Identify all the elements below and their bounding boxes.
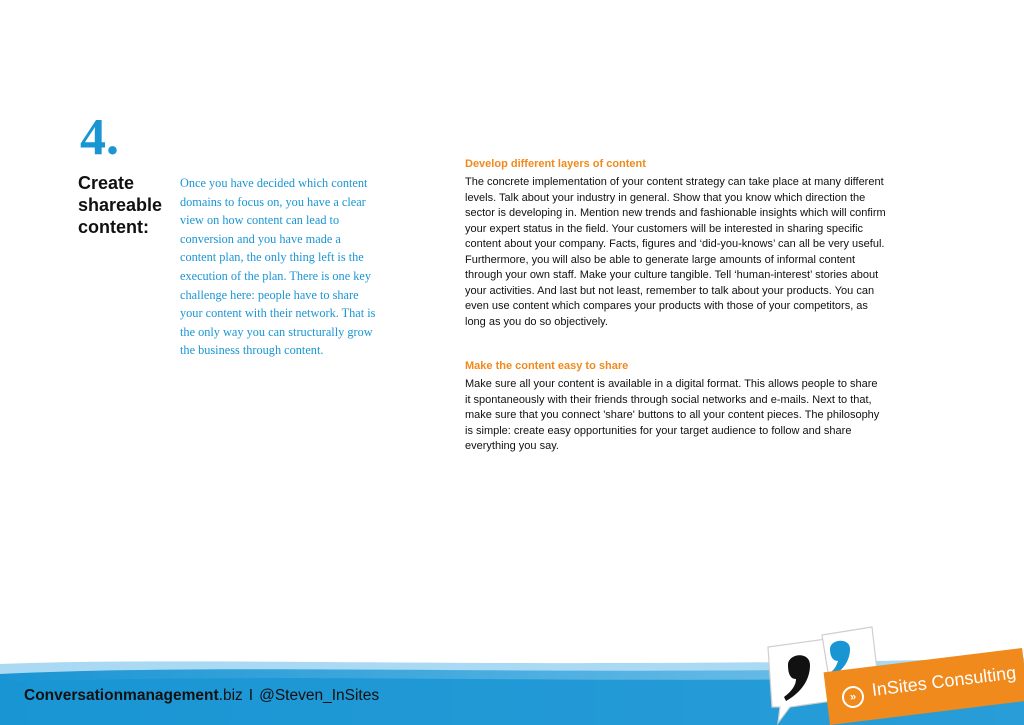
intro-line: challenge here: people have to share bbox=[180, 287, 359, 302]
body-line: is simple: create easy opportunities for your target audience to follow and share bbox=[465, 424, 852, 437]
body-line: your activities. And last but not least, remember to talk about your products. You can bbox=[465, 284, 875, 297]
body-line: it spontaneously with their friends through social networks and e-mails. Next to that, bbox=[465, 393, 872, 406]
logo-chevron-icon: » bbox=[841, 685, 866, 710]
body-line: Make sure all your content is available in a digital format. This allows people to share bbox=[465, 378, 878, 390]
intro-line: Once you have decided which content bbox=[180, 176, 368, 190]
section-body bbox=[465, 377, 935, 455]
footer-site-suffix[interactable]: .biz bbox=[218, 687, 243, 704]
intro-paragraph bbox=[180, 174, 402, 360]
heading-line: Create bbox=[78, 173, 135, 193]
body-line: content about your company. Facts, figures and ‘did-you-knows’ can all be very useful. bbox=[465, 238, 885, 250]
intro-line: domains to focus on, you have a clear bbox=[180, 194, 366, 209]
section-layers bbox=[465, 157, 935, 330]
intro-line: the only way you can structurally grow bbox=[180, 324, 373, 339]
intro-line: the business through content. bbox=[180, 343, 324, 358]
body-line: long as you do so objectively. bbox=[465, 315, 608, 328]
heading-line: shareable bbox=[78, 195, 163, 215]
logo-text: InSites Consulting bbox=[870, 662, 1018, 700]
body-line: through your own staff. Make your culture tangible. Tell ‘human-interest’ stories about bbox=[465, 269, 879, 281]
footer-site-name[interactable]: Conversationmanagement bbox=[24, 687, 219, 704]
intro-line: your content with their network. That is bbox=[180, 306, 376, 321]
intro-line: view on how content can lead to bbox=[180, 213, 340, 228]
section-title: Make the content easy to share bbox=[465, 360, 629, 372]
footer-handle[interactable]: @Steven_InSites bbox=[259, 687, 380, 704]
section-heading bbox=[78, 172, 162, 238]
section-number: 4. bbox=[80, 109, 119, 166]
intro-line: conversion and you have made a bbox=[180, 231, 341, 246]
body-line: even use content which compares your products with those of your competitors, as bbox=[465, 300, 868, 312]
footer-credit bbox=[24, 687, 379, 705]
body-line: Furthermore, you will also be able to generate large amounts of informal content bbox=[465, 253, 856, 266]
footer-separator: I bbox=[248, 687, 254, 704]
body-line: your expert status in the field. Your customers will be interested in sharing specific bbox=[465, 222, 864, 235]
body-line: sector is developing in. Mention new trends and fashionable insights which will confirm bbox=[465, 207, 886, 219]
section-share bbox=[465, 359, 935, 455]
body-line: make sure that you connect 'share' buttons to all your content pieces. The philosophy bbox=[465, 409, 880, 421]
body-line: levels. Talk about your industry in general. Show that you know which direction the bbox=[465, 191, 866, 204]
heading-line: content: bbox=[78, 217, 149, 237]
section-title: Develop different layers of content bbox=[465, 158, 646, 170]
section-body bbox=[465, 175, 935, 330]
intro-line: execution of the plan. There is one key bbox=[180, 268, 371, 283]
body-line: The concrete implementation of your content strategy can take place at many different bbox=[465, 176, 884, 188]
body-line: everything you say. bbox=[465, 440, 559, 452]
intro-line: content plan, the only thing left is the bbox=[180, 250, 364, 265]
